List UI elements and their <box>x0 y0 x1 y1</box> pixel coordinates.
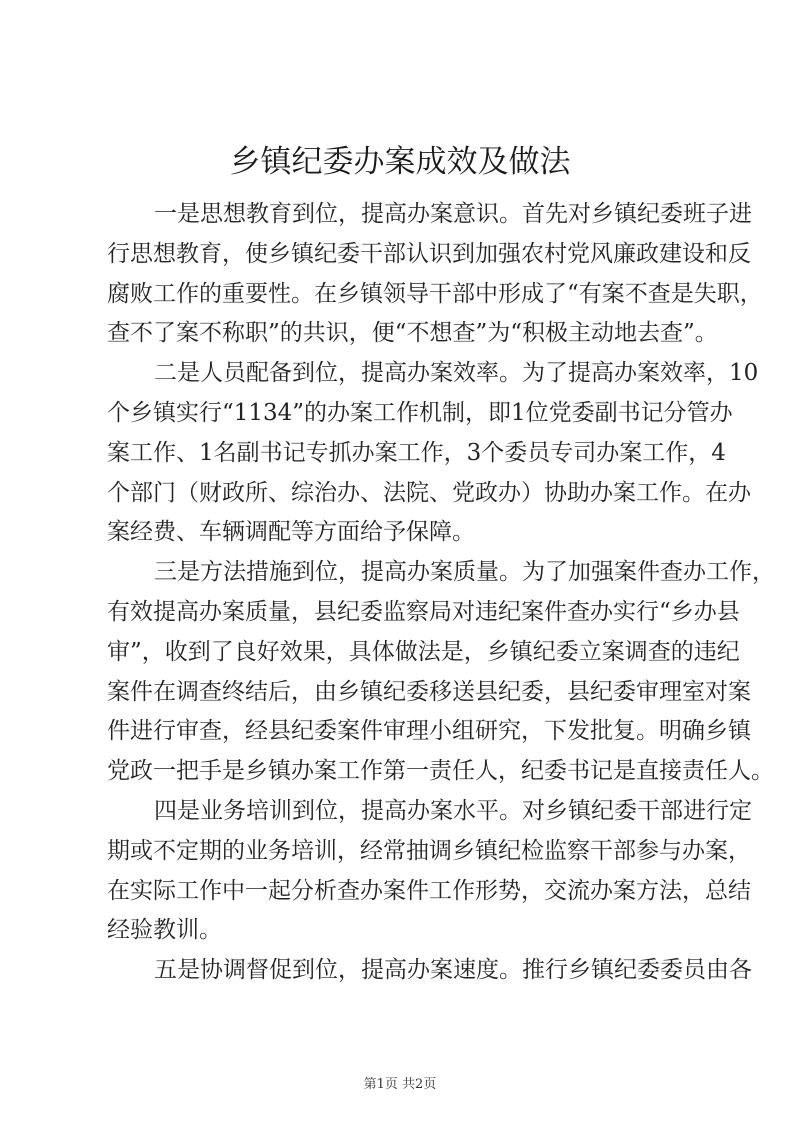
text-line: 件进行审查，经县纪委案件审理小组研究，下发批复。明确乡镇 <box>107 718 751 745</box>
text-line: 个乡镇实行“1134”的办案工作机制，即1位党委副书记分管办 <box>107 399 733 426</box>
text-line: 腐败工作的重要性。在乡镇领导干部中形成了“有案不查是失职， <box>107 280 763 307</box>
text-line: 行思想教育，使乡镇纪委干部认识到加强农村党风廉政建设和反 <box>107 240 751 267</box>
text-line: 在实际工作中一起分析查办案件工作形势，交流办案方法，总结 <box>107 877 751 904</box>
paragraph <box>107 792 752 951</box>
paragraph <box>107 553 775 792</box>
text-line: 个部门（财政所、综治办、法院、党政办）协助办案工作。在办 <box>107 479 751 506</box>
text-line: 审”，收到了良好效果，具体做法是，乡镇纪委立案调查的违纪 <box>107 638 740 665</box>
text-line: 党政一把手是乡镇办案工作第一责任人，纪委书记是直接责任人。 <box>107 758 774 785</box>
text-line: 有效提高办案质量，县纪委监察局对违纪案件查办实行“乡办县 <box>107 598 740 625</box>
text-line: 案工作、1名副书记专抓办案工作，3个委员专司办案工作，4 <box>107 439 726 466</box>
text-line: 查不了案不称职”的共识，便“不想查”为“积极主动地去查”。 <box>107 320 718 347</box>
text-line: 二是人员配备到位，提高办案效率。为了提高办案效率，10 <box>154 360 759 387</box>
text-line: 经验教训。 <box>107 917 222 944</box>
text-line: 五是协调督促到位，提高办案速度。推行乡镇纪委委员由各 <box>154 957 752 984</box>
text-line: 四是业务培训到位，提高办案水平。对乡镇纪委干部进行定 <box>154 797 752 824</box>
text-line: 案经费、车辆调配等方面给予保障。 <box>107 519 475 546</box>
document-body <box>107 195 775 991</box>
text-line: 一是思想教育到位，提高办案意识。首先对乡镇纪委班子进 <box>154 201 752 227</box>
text-line: 案件在调查终结后，由乡镇纪委移送县纪委，县纪委审理室对案 <box>107 678 751 705</box>
text-line: 三是方法措施到位，提高办案质量。为了加强案件查办工作， <box>154 559 775 586</box>
paragraph <box>107 951 752 991</box>
document-title: 乡镇纪委办案成效及做法 <box>229 144 571 180</box>
paragraph <box>107 195 763 354</box>
page-number-footer: 第1页 共2页 <box>363 1077 437 1092</box>
text-line: 期或不定期的业务培训，经常抽调乡镇纪检监察干部参与办案， <box>107 837 751 864</box>
paragraph <box>107 354 759 553</box>
